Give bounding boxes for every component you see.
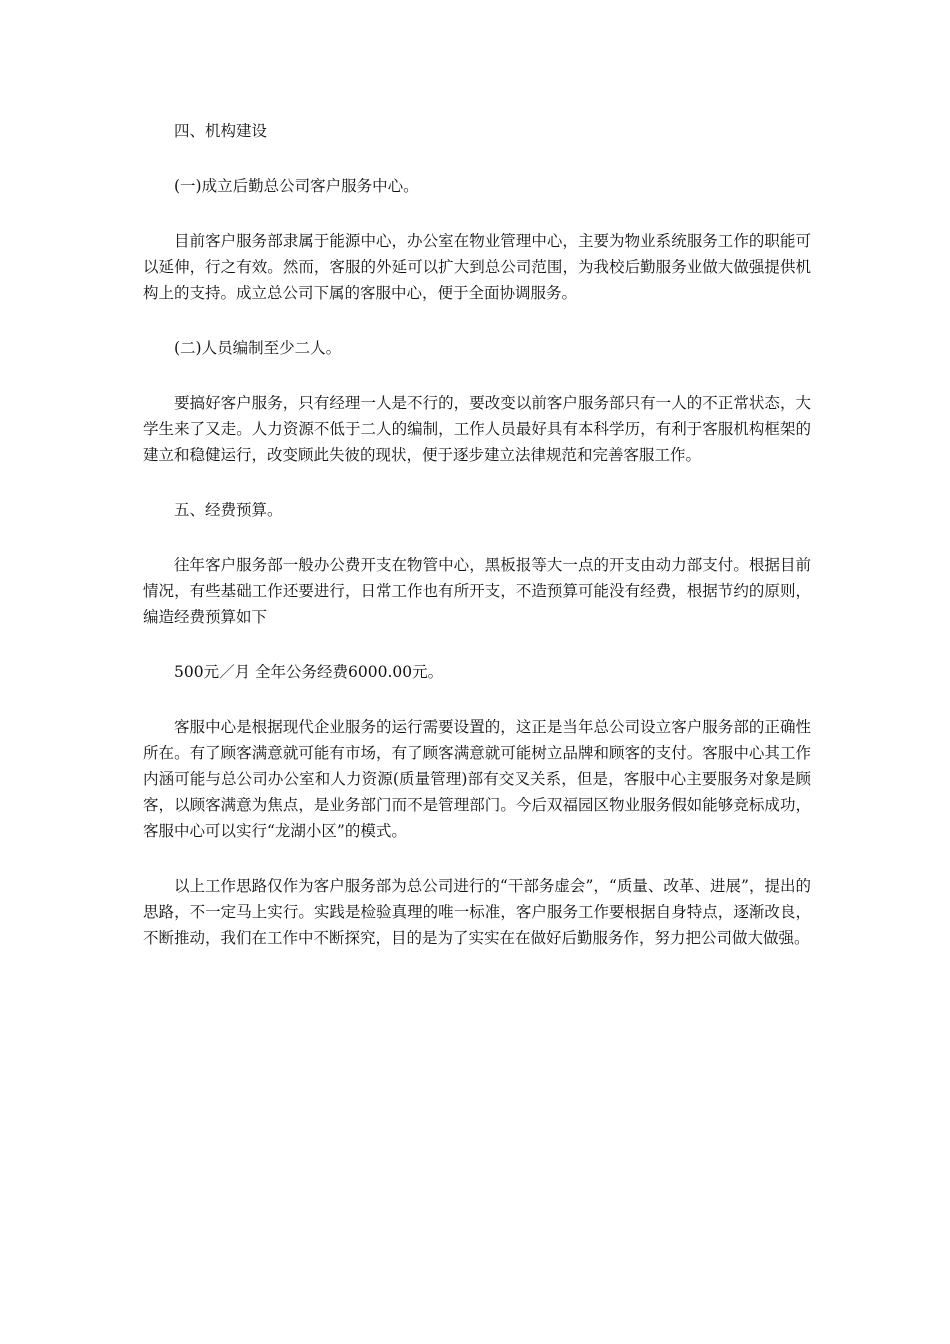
subheading-1: (一)成立后勤总公司客户服务中心。 [174, 177, 419, 195]
section-heading-4: 四、机构建设 [174, 122, 268, 140]
document-page [143, 118, 811, 980]
budget-line: 500元／月 全年公务经费6000.00元。 [174, 663, 444, 681]
body-paragraph: 往年客户服务部一般办公费开支在物管中心，黑板报等大一点的开支由动力部支付。根据目前情况，有些基础工作还要进行，日常工作也有所开支，不造预算可能没有经费，根据节约的原则，编造经费预算如下 [143, 556, 811, 626]
body-paragraph: 要搞好客户服务，只有经理一人是不行的，要改变以前客户服务部只有一人的不正常状态，大学生来了又走。人力资源不低于二人的编制，工作人员最好具有本科学历，有利于客服机构框架的建立和稳健运行，改变顾此失彼的现状，便于逐步建立法律规范和完善客服工作。 [143, 394, 811, 464]
subheading-2: (二)人员编制至少二人。 [174, 339, 342, 357]
body-paragraph: 以上工作思路仅作为客户服务部为总公司进行的“干部务虚会”，“质量、改革、进展”，提出的思路，不一定马上实行。实践是检验真理的唯一标准，客户服务工作要根据自身特点，逐渐改良，不断推动，我们在工作中不断探究，目的是为了实实在在做好后勤服务作，努力把公司做大做强。 [143, 877, 811, 947]
body-paragraph: 目前客户服务部隶属于能源中心，办公室在物业管理中心，主要为物业系统服务工作的职能可以延伸，行之有效。然而，客服的外延可以扩大到总公司范围，为我校后勤服务业做大做强提供机构上的支持。成立总公司下属的客服中心，便于全面协调服务。 [143, 232, 811, 302]
section-heading-5: 五、经费预算。 [174, 501, 283, 519]
body-paragraph: 客服中心是根据现代企业服务的运行需要设置的，这正是当年总公司设立客户服务部的正确性所在。有了顾客满意就可能有市场，有了顾客满意就可能树立品牌和顾客的支付。客服中心其工作内涵可能与总公司办公室和人力资源(质量管理)部有交叉关系，但是，客服中心主要服务对象是顾客，以顾客满意为焦点，是业务部门而不是管理部门。今后双福园区物业服务假如能够竞标成功，客服中心可以实行“龙湖小区”的模式。 [143, 718, 811, 840]
